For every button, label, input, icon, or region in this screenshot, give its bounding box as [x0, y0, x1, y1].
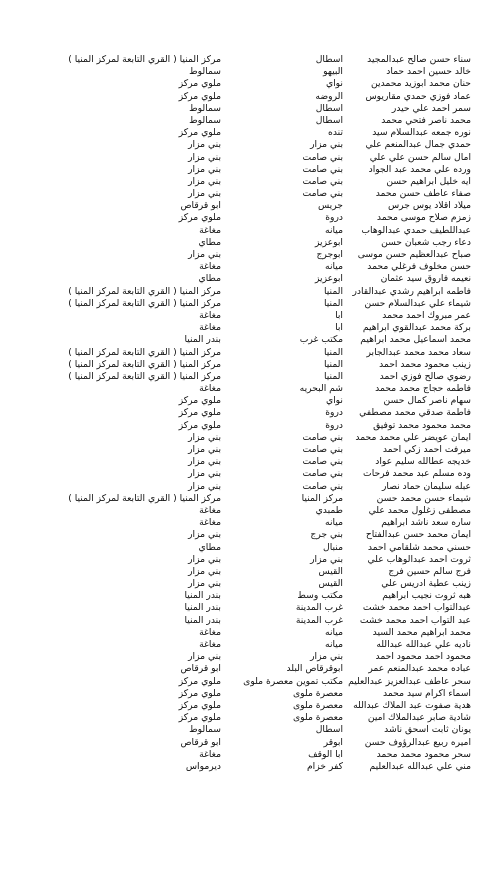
name-cell: امال سالم حسن علي علي — [369, 151, 471, 163]
village-cell: تنده — [328, 127, 343, 139]
table-row — [0, 176, 503, 188]
center-cell: سمالوط — [189, 724, 221, 736]
village-cell: ابوقرقاص البلد — [286, 663, 343, 675]
center-cell: ملوي مركز — [178, 419, 221, 431]
table-row — [0, 139, 503, 151]
table-row — [0, 712, 503, 724]
name-cell: هدية صفوت عبد الملاك عبدالله — [353, 699, 471, 711]
village-cell: ابوعزيز — [314, 236, 343, 248]
name-cell: عماد فوزي حمدي مقاريوس — [365, 90, 471, 102]
village-cell: غرب المدينة — [295, 602, 343, 614]
name-cell: هبه ثروت نجيب ابراهيم — [382, 590, 471, 602]
center-cell: مركز المنيا ( القري التابعة لمركز المنيا ) — [68, 370, 221, 382]
table-row — [0, 212, 503, 224]
table-row — [0, 395, 503, 407]
table-row — [0, 115, 503, 127]
center-cell: بني مزار — [188, 151, 221, 163]
name-cell: سحر محمود محمد محمد — [376, 748, 471, 760]
table-row — [0, 273, 503, 285]
name-cell: عبداللطيف حمدي عبدالوهاب — [361, 224, 471, 236]
table-row — [0, 615, 503, 627]
center-cell: بندر المنيا — [184, 334, 221, 346]
table-row — [0, 237, 503, 249]
table-row — [0, 66, 503, 78]
village-cell: اسطال — [315, 114, 343, 126]
center-cell: ملوي مركز — [178, 395, 221, 407]
name-cell: اسماء اكرام سيد محمد — [383, 687, 471, 699]
table-row — [0, 420, 503, 432]
center-cell: مغاغة — [199, 383, 221, 395]
name-cell: عبد التواب احمد محمد خشت — [359, 614, 471, 626]
name-cell: ساره سعد ناشد ابراهيم — [381, 517, 471, 529]
name-cell: نوره جمعه عبدالسلام سيد — [372, 127, 471, 139]
name-cell: زمزم صلاح موسى محمد — [376, 212, 471, 224]
name-cell: ورده علي محمد عبد الجواد — [368, 163, 471, 175]
village-cell: منبال — [323, 541, 343, 553]
village-cell: بني صامت — [302, 468, 343, 480]
village-cell: ابوجرج — [316, 249, 343, 260]
table-row — [0, 627, 503, 639]
village-cell: بني صامت — [302, 151, 343, 163]
table-row — [0, 724, 503, 736]
village-cell: دروة — [325, 212, 343, 224]
table-row — [0, 188, 503, 200]
table-row — [0, 529, 503, 541]
table-row — [0, 298, 503, 310]
village-cell: بني صامت — [302, 456, 343, 468]
village-cell: ميانه — [325, 639, 343, 650]
table-row — [0, 432, 503, 444]
table-row — [0, 639, 503, 651]
name-cell: حسني محمد شلقامي احمد — [367, 541, 471, 553]
center-cell: ملوي مركز — [178, 687, 221, 699]
table-row — [0, 54, 503, 66]
center-cell: مغاغة — [199, 261, 221, 273]
village-cell: ميانه — [325, 261, 343, 273]
table-row — [0, 347, 503, 359]
center-cell: ابو قرقاص — [180, 200, 221, 212]
center-cell: ملوي مركز — [178, 407, 221, 419]
name-cell: ثروت احمد عبدالوهاب علي — [367, 553, 471, 565]
table-row — [0, 103, 503, 115]
name-cell: صفاء عاطف حسن محمد — [375, 188, 471, 200]
name-cell: رضوي صالح فوزي احمد — [379, 370, 471, 382]
village-cell: الروضه — [315, 90, 343, 102]
village-cell: المنيا — [323, 358, 343, 370]
village-cell: البيهو — [323, 66, 343, 78]
center-cell: بندر المنيا — [184, 614, 221, 626]
village-cell: بني صامت — [302, 175, 343, 187]
table-row — [0, 749, 503, 761]
center-cell: بني مزار — [188, 480, 221, 492]
village-cell: القيس — [318, 578, 343, 590]
village-cell: المنيا — [323, 346, 343, 358]
name-cell: عبدالتواب احمد محمد خشت — [362, 602, 471, 614]
records-list — [0, 54, 503, 773]
center-cell: ابو قرقاص — [180, 736, 221, 748]
village-cell: مكتب غرب — [299, 334, 343, 346]
village-cell: بني مزار — [310, 139, 343, 151]
table-row — [0, 286, 503, 298]
name-cell: شيماء حسن محمد حسن — [376, 492, 471, 504]
name-cell: خديجه عطالله سليم عواد — [375, 456, 471, 468]
name-cell: حمدي جمال عبدالمنعم علي — [365, 139, 471, 151]
name-cell: وده مسلم عبد محمد فرحات — [363, 468, 471, 480]
center-cell: بني مزار — [188, 553, 221, 565]
center-cell: بني مزار — [188, 578, 221, 590]
table-row — [0, 322, 503, 334]
center-cell: مركز المنيا ( القري التابعة لمركز المنيا ) — [68, 297, 221, 309]
center-cell: مغاغة — [199, 224, 221, 236]
center-cell: مغاغة — [199, 322, 221, 334]
village-cell: مكتب وسط — [297, 590, 343, 602]
name-cell: سناء حسن صالح عبدالمجيد — [367, 54, 471, 65]
center-cell: مطاي — [198, 273, 221, 285]
center-cell: مطاي — [198, 236, 221, 248]
village-cell: نواي — [325, 395, 343, 407]
table-row — [0, 456, 503, 468]
center-cell: بني مزار — [188, 139, 221, 151]
table-row — [0, 517, 503, 529]
name-cell: فرج سالم حسين فرج — [388, 565, 471, 577]
village-cell: بني صامت — [302, 163, 343, 175]
village-cell: بني صامت — [302, 431, 343, 443]
table-row — [0, 481, 503, 493]
village-cell: ابا — [335, 322, 343, 334]
name-cell: مني علي عبدالله عبدالعليم — [369, 760, 471, 772]
table-row — [0, 590, 503, 602]
center-cell: ملوي مركز — [178, 699, 221, 711]
village-cell: اسطال — [315, 724, 343, 736]
center-cell: بني مزار — [188, 456, 221, 468]
name-cell: دعاء رجب شعبان حسن — [381, 236, 471, 248]
village-cell: دروة — [325, 419, 343, 431]
table-row — [0, 152, 503, 164]
center-cell: مغاغة — [199, 639, 221, 650]
center-cell: بني مزار — [188, 431, 221, 443]
center-cell: سمالوط — [189, 66, 221, 78]
center-cell: ملوي مركز — [178, 712, 221, 724]
center-cell: سمالوط — [189, 114, 221, 126]
village-cell: القيس — [318, 565, 343, 577]
center-cell: بني مزار — [188, 468, 221, 480]
center-cell: مركز المنيا ( القري التابعة لمركز المنيا ) — [68, 346, 221, 358]
village-cell: غرب المدينة — [295, 614, 343, 626]
name-cell: عمر مبروك احمد محمد — [382, 309, 471, 321]
village-cell: المنيا — [323, 285, 343, 297]
village-cell: بني مزار — [310, 651, 343, 663]
table-row — [0, 383, 503, 395]
center-cell: ملوي مركز — [178, 90, 221, 102]
name-cell: ناديه علي عبدالله عبدالله — [376, 639, 471, 650]
village-cell: بني صامت — [302, 480, 343, 492]
name-cell: نعيمه فاروق سيد عثمان — [380, 273, 471, 285]
name-cell: حسن مخلوف فرغلي محمد — [367, 261, 471, 273]
table-row — [0, 688, 503, 700]
name-cell: يونان ثابت اسحق ناشد — [384, 724, 471, 736]
name-cell: شادية صابر عبدالملاك امين — [367, 712, 471, 724]
name-cell: بركة محمد عبدالقوي ابراهيم — [362, 322, 471, 334]
village-cell: ميانه — [325, 224, 343, 236]
table-row — [0, 542, 503, 554]
table-row — [0, 566, 503, 578]
name-cell: فاطمة صدقي محمد مصطفي — [359, 407, 471, 419]
village-cell: كفر خزام — [306, 760, 343, 772]
center-cell: ملوي مركز — [178, 675, 221, 687]
center-cell: ملوي مركز — [178, 78, 221, 90]
name-cell: شيماء علي عبدالسلام حسن — [364, 297, 471, 309]
center-cell: ملوي مركز — [178, 127, 221, 139]
name-cell: سعاد محمد محمد عبدالجابر — [366, 346, 471, 358]
village-cell: ميانه — [325, 626, 343, 638]
center-cell: مركز المنيا ( القري التابعة لمركز المنيا ) — [68, 358, 221, 370]
name-cell: سحر عاطف عبدالعزيز عبدالعليم — [348, 675, 471, 687]
name-cell: محمود احمد محمود احمد — [375, 651, 471, 663]
village-cell: اسطال — [315, 54, 343, 65]
village-cell: بني مزار — [310, 553, 343, 565]
village-cell: نواي — [325, 78, 343, 90]
name-cell: ايمان محمد حسن عبدالفتاح — [365, 529, 471, 541]
village-cell: بني صامت — [302, 444, 343, 455]
table-row — [0, 761, 503, 773]
center-cell: مركز المنيا ( القري التابعة لمركز المنيا ) — [68, 492, 221, 504]
center-cell: بني مزار — [188, 529, 221, 541]
center-cell: بندر المنيا — [184, 602, 221, 614]
center-cell: بني مزار — [188, 249, 221, 260]
name-cell: اميره ربيع عبدالرؤوف حسن — [364, 736, 471, 748]
name-cell: صباح عبدالعظيم حسن موسى — [357, 249, 471, 260]
name-cell: محمد ابراهيم محمد السيد — [372, 626, 471, 638]
village-cell: جريس — [317, 200, 343, 212]
center-cell: بني مزار — [188, 163, 221, 175]
table-row — [0, 164, 503, 176]
center-cell: مركز المنيا ( القري التابعة لمركز المنيا ) — [68, 285, 221, 297]
village-cell: بني صامت — [302, 188, 343, 200]
name-cell: ميلاد اقلاد يوس جرس — [387, 200, 471, 212]
table-row — [0, 359, 503, 371]
table-row — [0, 505, 503, 517]
table-row — [0, 261, 503, 273]
table-row — [0, 663, 503, 675]
name-cell: زينب عطية ادريس علي — [381, 578, 471, 590]
village-cell: ميانه — [325, 517, 343, 529]
table-row — [0, 444, 503, 456]
table-row — [0, 493, 503, 505]
table-row — [0, 554, 503, 566]
table-row — [0, 91, 503, 103]
village-cell: معصرة ملوى — [292, 687, 343, 699]
table-row — [0, 651, 503, 663]
village-cell: شم البحريه — [299, 383, 343, 395]
table-row — [0, 407, 503, 419]
village-cell: طمبدي — [315, 504, 343, 516]
center-cell: مغاغة — [199, 504, 221, 516]
center-cell: ابو قرقاص — [180, 663, 221, 675]
village-cell: دروة — [325, 407, 343, 419]
name-cell: ايمان عويضر علي محمد محمد — [355, 431, 471, 443]
center-cell: بني مزار — [188, 175, 221, 187]
table-row — [0, 249, 503, 261]
center-cell: مغاغة — [199, 309, 221, 321]
name-cell: محمد ناصر فتحي محمد — [381, 114, 471, 126]
name-cell: عبله سليمان حماد نصار — [382, 480, 471, 492]
center-cell: بندر المنيا — [184, 590, 221, 602]
center-cell: ديرمواس — [185, 760, 221, 772]
name-cell: فاطمه ابراهيم رشدي عبدالقادر — [352, 285, 471, 297]
name-cell: حنان محمد ابوزيد محمدين — [371, 78, 471, 90]
center-cell: مغاغة — [199, 626, 221, 638]
table-row — [0, 334, 503, 346]
table-row — [0, 468, 503, 480]
table-row — [0, 602, 503, 614]
name-cell: عباده محمد عبدالمنعم عمر — [368, 663, 471, 675]
village-cell: المنيا — [323, 370, 343, 382]
table-row — [0, 737, 503, 749]
center-cell: مطاي — [198, 541, 221, 553]
table-row — [0, 310, 503, 322]
village-cell: ابوقر — [323, 736, 343, 748]
center-cell: مركز المنيا ( القري التابعة لمركز المنيا ) — [68, 54, 221, 65]
village-cell: مكتب تموين معصرة ملوى — [243, 675, 343, 687]
table-row — [0, 200, 503, 212]
village-cell: ابا — [335, 309, 343, 321]
table-row — [0, 225, 503, 237]
name-cell: سهام ناصر كمال حسن — [383, 395, 471, 407]
village-cell: معصرة ملوى — [292, 712, 343, 724]
center-cell: بني مزار — [188, 565, 221, 577]
village-cell: مركز المنيا — [301, 492, 343, 504]
table-row — [0, 127, 503, 139]
center-cell: بني مزار — [188, 444, 221, 455]
name-cell: محمد محمود محمد توفيق — [373, 419, 471, 431]
table-row — [0, 371, 503, 383]
center-cell: مغاغة — [199, 748, 221, 760]
village-cell: ابوعزيز — [314, 273, 343, 285]
village-cell: المنيا — [323, 297, 343, 309]
center-cell: مغاغة — [199, 517, 221, 529]
table-row — [0, 700, 503, 712]
name-cell: فاطمه حجاج محمد محمد — [375, 383, 471, 395]
village-cell: بني جرج — [310, 529, 343, 541]
center-cell: بني مزار — [188, 651, 221, 663]
table-row — [0, 78, 503, 90]
name-cell: ميرفت احمد زكي احمد — [382, 444, 471, 455]
village-cell: معصرة ملوى — [292, 699, 343, 711]
table-row — [0, 578, 503, 590]
name-cell: مصطفى زغلول محمد علي — [368, 504, 471, 516]
table-row — [0, 676, 503, 688]
village-cell: ابا الوقف — [308, 748, 343, 760]
center-cell: بني مزار — [188, 188, 221, 200]
center-cell: سمالوط — [189, 102, 221, 114]
name-cell: سمر احمد علي حيدر — [391, 102, 471, 114]
center-cell: ملوي مركز — [178, 212, 221, 224]
village-cell: اسطال — [315, 102, 343, 114]
name-cell: محمد اسماعيل محمد ابراهيم — [360, 334, 471, 346]
name-cell: خالد حسين احمد حماد — [386, 66, 471, 78]
name-cell: زينب محمود محمد احمد — [379, 358, 471, 370]
name-cell: ايه خليل ابراهيم حسن — [386, 175, 471, 187]
